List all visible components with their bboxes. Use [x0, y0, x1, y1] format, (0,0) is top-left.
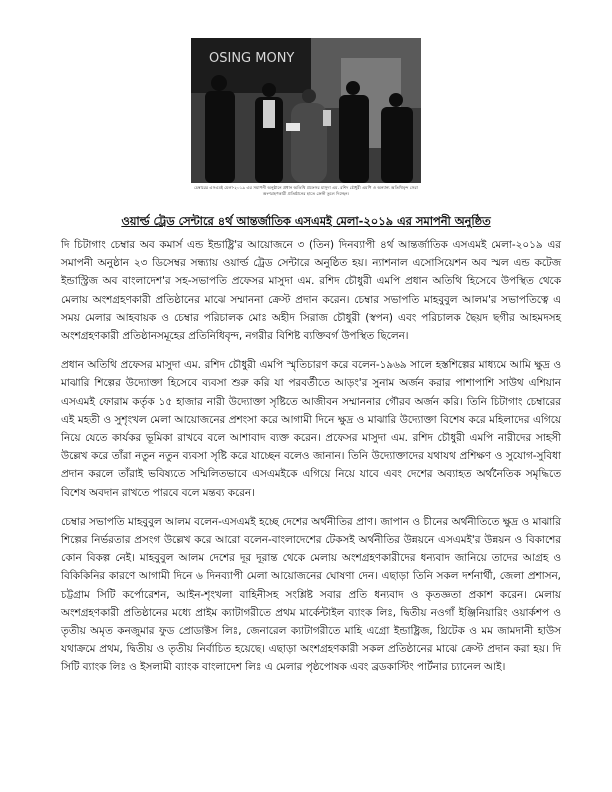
- article-headline: ওয়ার্ল্ড ট্রেড সেন্টারে ৪র্থ আন্তর্জাতিক এসএমই মেলা-২০১৯ এর সমাপনী অনুষ্ঠিত: [121, 214, 491, 228]
- article-paragraph-3: চেম্বার সভাপতি মাহবুবুল আলম বলেন-এসএমই হচ্ছে দেশের অর্থনীতির প্রাণ। জাপান ও চীনের অর্থনীতিতে ক্ষুদ্র ও মাঝারি শিল্পের নির্ভরতার প্রসংগ উল্লেখ করে আরো বলেন-বাংলাদেশের টেকসই অর্থনীতির উন্নয়নে এসএমই'র উন্নয়ন ও বিকাশের কোন বিকল্প নেই। মাহবুবুল আলম দেশের দূর দূরান্ত থেকে মেলায় অংশগ্রহণকারীদের ধন্যবাদ জানিয়ে তাদের আগ্রহ ও বিকিকিনির কারণে আগামী দিনে ৬ দিনব্যাপী মেলা আয়োজনের ঘোষণা দেন। এছাড়া তিনি সকল দর্শনার্থী, জেলা প্রশাসন, চট্টগ্রাম সিটি কর্পোরেশন, আইন-শৃংখলা বাহিনীসহ সংশ্লিষ্ট সবার প্রতি ধন্যবাদ ও কৃতজ্ঞতা প্রকাশ করেন। মেলায় অংশগ্রহণকারী প্রতিষ্ঠানের মধ্যে প্রাইম ক্যাটাগরীতে প্রথম মার্কেন্টাইল ব্যাংক লিঃ, দ্বিতীয় নওগাঁ ইঞ্জিনিয়ারিং ওয়ার্কশপ ও তৃতীয় অমৃত কনজুমার ফুড প্রোডাক্টস লিঃ, জেনারেল ক্যাটাগরীতে মাহি এগ্রো ইন্ডাষ্ট্রিজ, থ্রিটেক ও মম জামদানী হাউস যথাক্রমে প্রথম, দ্বিতীয় ও তৃতীয় নির্বাচিত হয়েছে। এছাড়া অংশগ্রহণকারী সকল প্রতিষ্ঠানের মাঝে ক্রেস্ট প্রদান করা হয়। দি সিটি ব্যাংক লিঃ ও ইসলামী ব্যাংক বাংলাদেশ লিঃ এ মেলার পৃষ্ঠপোষক এবং ব্রডকাস্টিং পার্টনার চ্যানেল আই।: [61, 515, 561, 674]
- article-paragraph-1: দি চিটাগাং চেম্বার অব কমার্স এন্ড ইন্ডাষ্ট্রি'র আয়োজনে ৩ (তিন) দিনব্যাপী ৪র্থ আন্তর্জাতিক এসএমই মেলা-২০১৯ এর সমাপনী অনুষ্ঠান ২৩ ডিসেম্বর সন্ধ্যায় ওয়ার্ল্ড ট্রেড সেন্টারে অনুষ্ঠিত হয়। ন্যাশনাল এসোসিয়েশন অব স্মল এন্ড কটেজ ইন্ডাস্ট্রিজ অব বাংলাদেশ'র সহ-সভাপতি প্রফেসর মাসুদা এম. রশিদ চৌধুরী এমপি প্রধান অতিথি হিসেবে উপস্থিত থেকে মেলায় অংশগ্রহণকারী প্রতিষ্ঠানের মাঝে সম্মাননা ক্রেস্ট প্রদান করেন। চেম্বার সভাপতি মাহবুবুল আলম'র সভাপতিত্বে এ সময় মেলার আহবায়ক ও চেম্বার পরিচালক মোঃ অহীদ সিরাজ চৌধুরী (স্বপন) এবং পরিচালক ছৈয়দ ছগীর আহমদসহ অংশগ্রহণকারী প্রতিষ্ঠানসমূহের প্রতিনিধিবৃন্দ, নগরীর বিশিষ্ট ব্যক্তিবর্গ উপস্থিত ছিলেন।: [61, 239, 561, 343]
- news-photo-block: [191, 38, 421, 203]
- banner-text: OSING MONY: [209, 51, 295, 66]
- article-paragraph-2: প্রধান অতিথি প্রফেসর মাসুদা এম. রশিদ চৌধুরী এমপি স্মৃতিচারণ করে বলেন-১৯৬৯ সালে হস্তশিল্পের মাধ্যমে আমি ক্ষুদ্র ও মাঝারি শিল্পের উদ্যোক্তা হিসেবে ব্যবসা শুরু করি যা পরবর্তীতে আড়ং'র সুনাম অর্জন করার পাশাপাশি সাউথ এশিয়ান এসএমই ফোরাম কর্তৃক ১৫ হাজার নারী উদ্যোক্তা সৃষ্টিতে আজীবন সম্মাননার গৌরব অর্জন করি। তিনি চিটাগাং চেম্বারের এই মহতী ও সুশৃংখল মেলা আয়োজনের প্রশংসা করে আগামী দিনে ক্ষুদ্র ও মাঝারি উদ্যোক্তা বিশেষ করে মহিলাদের এগিয়ে নিয়ে যেতে কার্যকর ভূমিকা রাখবে বলে আশাবাদ ব্যক্ত করেন। প্রফেসর মাসুদা এম. রশিদ চৌধুরী এমপি নারীদের সাহসী উল্লেখ করে তাঁরা নতুন নতুন ব্যবসা সৃষ্টি করে যাচ্ছেন বলেও জানান। তিনি উদ্যোক্তাদের যথাযথ প্রশিক্ষণ ও সুযোগ-সুবিধা প্রদান করলে তাঁরাই ভবিষ্যতে সম্মিলিতভাবে এসএমইকে এগিয়ে নিয়ে যাবে এবং দেশের অব্যাহত অর্থনৈতিক সমৃদ্ধিতে বিশেষ অবদান রাখতে পারবে বলে মন্তব্য করেন।: [61, 359, 561, 499]
- photo-caption: চেম্বারের এসএমই মেলা-২০১৯ এর সমাপনী অনুষ্ঠানে প্রধান অতিথি প্রফেসর মাসুদা এম. রশিদ চৌধুরী এমপি ও অন্যান্য অতিথিবৃন্দ সেরা অংশগ্রহণকারী প্রতিষ্ঠানের হাতে ক্রেস্ট তুলে দিচ্ছেন।: [194, 185, 418, 196]
- photo-illustration: [191, 38, 421, 183]
- event-photo: [191, 38, 421, 183]
- article-body: [61, 236, 561, 688]
